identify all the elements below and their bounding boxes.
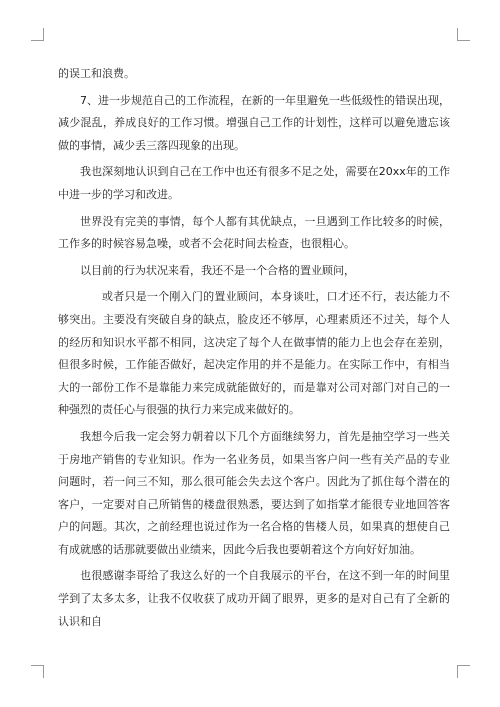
crop-mark-top-right [457, 28, 470, 41]
paragraph-3: 我也深刻地认识到自己在工作中也还有很多不足之处，需要在20xx年的工作中进一步的学习和改进。 [58, 165, 450, 201]
paragraph-8: 也很感谢李哥给了我这么好的一个自我展示的平台，在这不到一年的时间里学到了太多太多，让我不仅收获了成功开阔了眼界，更多的是对自己有了全新的认识和自 [58, 569, 450, 628]
crop-mark-bottom-right [457, 665, 470, 678]
paragraph-5: 以目前的行为状况来看，我还不是一个合格的置业顾问， [80, 263, 355, 277]
paragraph-6: 或者只是一个刚入门的置业顾问，本身谈吐，口才还不行，表达能力不够突出。主要没有突破自身的缺点，脸皮还不够厚，心理素质还不过关，每个人的经历和知识水平都不相同，这决定了每个人在做事情的能力上也会存在差别，但很多时候，工作能否做好，起决定作用的并不是能力。在实际工作中，有相当大的一部份工作不是靠能力来完成就能做好的，而是靠对公司对部门对自己的一种强烈的责任心与很强的执行力来完成来做好的。 [58, 290, 450, 417]
crop-mark-bottom-left [31, 665, 44, 678]
paragraph-2: 7、进一步规范自己的工作流程，在新的一年里避免一些低级性的错误出现，减少混乱，养成良好的工作习惯。增强自己工作的计划性，这样可以避免遗忘该做的事情，减少丢三落四现象的出现。 [58, 93, 450, 152]
document-body [58, 63, 450, 633]
crop-mark-top-left [31, 28, 44, 41]
paragraph-7: 我想今后我一定会努力朝着以下几个方面继续努力，首先是抽空学习一些关于房地产销售的专业知识。作为一名业务员，如果当客户问一些有关产品的专业问题时，若一问三不知，那么很可能会失去这个客户。因此为了抓住每个潜在的客户，一定要对自己所销售的楼盘很熟悉，要达到了如指掌才能很专业地回答客户的问题。其次，之前经理也说过作为一名合格的售楼人员，如果真的想使自己有成就感的话那就要做出业绩来，因此今后我也要朝着这个方向好好加油。 [58, 429, 450, 556]
paragraph-1: 的误工和浪费。 [58, 67, 135, 80]
paragraph-4: 世界没有完美的事情，每个人都有其优缺点，一旦遇到工作比较多的时候，工作多的时候容易急噪，或者不会花时间去检查，也很粗心。 [58, 214, 450, 251]
